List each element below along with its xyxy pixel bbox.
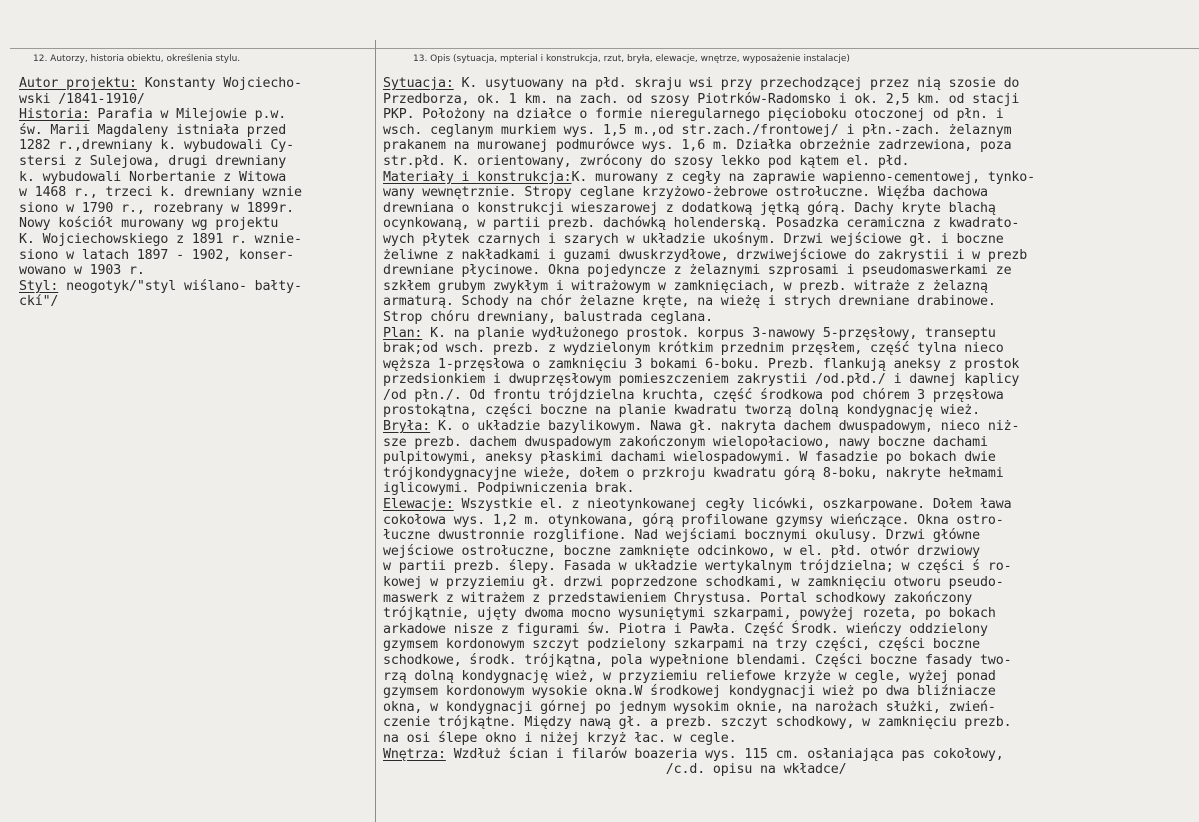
historia-text: św. Marii Magdaleny istniała przed xyxy=(19,122,287,138)
elewacje-text: maswerk z witrażem z przedstawieniem Chrystusa. Portal schodkowy zakończony xyxy=(383,590,973,606)
materialy-text: Strop chóru drewniany, balustrada ceglana. xyxy=(383,309,713,325)
historia-text: Nowy kościół murowany wg projektu xyxy=(19,216,279,232)
bryla-text: pulpitowymi, aneksy płaskimi dachami wielospadowymi. W fasadzie po bokach dwie xyxy=(383,450,996,466)
bryla-text: K. o układzie bazylikowym. Nawa gł. nakryta dachem dwuspadowym, nieco niż- xyxy=(430,419,1020,435)
sytuacja-text: K. usytuowany na płd. skraju wsi przy przechodzącej przez nią szosie do xyxy=(453,76,1020,91)
historia-text: w 1468 r., trzeci k. drewniany wznie xyxy=(19,185,302,201)
bryla-line xyxy=(383,481,1195,497)
styl-line xyxy=(19,294,369,310)
elewacje-line xyxy=(383,684,1195,700)
materialy-line xyxy=(383,279,1195,295)
autor-text: Konstanty Wojciecho- xyxy=(136,76,302,91)
sytuacja-label: Sytuacja: xyxy=(383,76,454,91)
materialy-text: K. murowany z cegły na zaprawie wapienno-cementowej, tynko- xyxy=(571,169,1036,185)
wnetrza-label: Wnętrza: xyxy=(383,746,446,762)
bryla-text: iglicowymi. Podpiwniczenia brak. xyxy=(383,481,635,497)
materialy-text: drewniana o konstrukcji wieszarowej z dodatkową jętką górą. Dachy kryte blachą xyxy=(383,200,996,216)
wnetrza-line xyxy=(383,762,1195,778)
materialy-text: wych płytek czarnych i szarych w układzie ukośnym. Drzwi wejściowe gł. i boczne xyxy=(383,231,1004,247)
plan-line xyxy=(383,341,1195,357)
bryla-label: Bryła: xyxy=(383,419,431,435)
autor-label: Autor projektu: xyxy=(19,76,137,91)
wnetrza-line xyxy=(383,747,1195,763)
elewacje-line xyxy=(383,715,1195,731)
wnetrza-text: Wzdłuż ścian i filarów boazeria wys. 115 cm. osłaniająca pas cokołowy, xyxy=(445,746,1004,762)
bryla-line xyxy=(383,419,1195,435)
plan-line xyxy=(383,357,1195,373)
elewacje-line xyxy=(383,653,1195,669)
wnetrza-text: /c.d. opisu na wkładce/ xyxy=(383,762,847,778)
elewacje-line xyxy=(383,544,1195,560)
materialy-line xyxy=(383,294,1195,310)
sytuacja-line xyxy=(383,154,1195,170)
historia-line xyxy=(19,201,369,217)
sytuacja-text: PKP. Położony na działce o formie nieregularnego pięcioboku otoczonej od płn. i xyxy=(383,107,1004,123)
elewacje-text: czenie trójkątne. Między nawą gł. a prezb. szczyt schodkowy, w zamknięciu prezb. xyxy=(383,715,1012,731)
elewacje-text: gzymsem kordonowym szczyt podzielony szkarpami na trzy części, części boczne xyxy=(383,637,981,653)
elewacje-line xyxy=(383,528,1195,544)
elewacje-line xyxy=(383,575,1195,591)
historia-line xyxy=(19,232,369,248)
historia-text: Parafia w Milejowie p.w. xyxy=(89,107,287,123)
historia-line xyxy=(19,154,369,170)
elewacje-text: łuczne dwustronnie rozglifione. Nad wejściami bocznymi okulusy. Drzwi główne xyxy=(383,528,981,544)
elewacje-text: cokołowa wys. 1,2 m. otynkowana, górą profilowane gzymsy wieńczące. Okna ostro- xyxy=(383,512,1004,528)
materialy-line xyxy=(383,263,1195,279)
elewacje-text: gzymsem kordonowym wysokie okna.W środkowej kondygnacji wież po dwa bliźniacze xyxy=(383,684,996,700)
elewacje-text: rzą dolną kondygnację wież, w przyziemiu reliefowe krzyże w cegle, wyżej ponad xyxy=(383,668,996,684)
sytuacja-text: Przedborza, ok. 1 km. na zach. od szosy Piotrków-Radomsko i ok. 2,5 km. od stacji xyxy=(383,91,1020,107)
elewacje-line xyxy=(383,591,1195,607)
historia-line xyxy=(19,107,369,123)
column-divider xyxy=(375,40,376,822)
elewacje-line xyxy=(383,731,1195,747)
materialy-label: Materiały i konstrukcja: xyxy=(383,169,572,185)
autor-line xyxy=(19,92,369,108)
historia-text: wowano w 1903 r. xyxy=(19,263,145,279)
elewacje-line xyxy=(383,700,1195,716)
historia-line xyxy=(19,170,369,186)
styl-line xyxy=(19,279,369,295)
materialy-line xyxy=(383,310,1195,326)
bryla-line xyxy=(383,466,1195,482)
elewacje-text: arkadowe nisze z figurami św. Piotra i Pawła. Część Środk. wieńczy oddzielony xyxy=(383,621,988,637)
plan-text: prostokątna, części boczne na planie kwadratu tworzą dolną kondygnację wież. xyxy=(383,403,981,419)
bryla-text: sze prezb. dachem dwuspadowym zakończonym wielopołaciowo, nawy boczne dachami xyxy=(383,434,988,450)
right-column-text xyxy=(383,76,1195,778)
materialy-line xyxy=(383,201,1195,217)
materialy-line xyxy=(383,216,1195,232)
plan-text: K. na planie wydłużonego prostok. korpus 3-nawowy 5-przęsłowy, transeptu xyxy=(422,325,996,341)
historia-line xyxy=(19,248,369,264)
elewacje-text: wejściowe ostrołuczne, boczne zamknięte odcinkowo, w el. płd. otwór drzwiowy xyxy=(383,543,981,559)
plan-line xyxy=(383,372,1195,388)
elewacje-line xyxy=(383,606,1195,622)
elewacje-text: trójkątnie, ujęty dwoma mocno wysuniętymi szkarpami, powyżej rozeta, po bokach xyxy=(383,606,996,622)
plan-text: brak;od wsch. prezb. z wydzielonym krótkim przednim przęsłem, część tylna nieco xyxy=(383,341,1004,357)
plan-text: przedsionkiem i dwuprzęsłowym pomieszczeniem zakrystii /od.płd./ i dawnej kaplicy xyxy=(383,372,1020,388)
elewacje-label: Elewacje: xyxy=(383,497,454,513)
materialy-text: żeliwne z nakładkami i guzami dwuskrzydłowe, drzwiwejściowe do zakrystii i w prezb xyxy=(383,247,1028,263)
plan-text: węższa 1-przęsłowa o zamknięciu 3 bokami 6-boku. Prezb. flankują aneksy z prostok xyxy=(383,356,1020,372)
elewacje-text: Wszystkie el. z nieotynkowanej cegły licówki, oszkarpowane. Dołem ława xyxy=(453,497,1012,513)
elewacje-line xyxy=(383,513,1195,529)
historia-line xyxy=(19,263,369,279)
materialy-text: armaturą. Schody na chór żelazne kręte, na wieżę i strych drewniane drabinowe. xyxy=(383,294,996,310)
autor-line xyxy=(19,76,369,92)
materialy-text: drewniane płycinowe. Okna pojedyncze z żelaznymi szprosami i pseudomaswerkami ze xyxy=(383,263,1012,279)
right-column-header: 13. Opis (sytuacja, mpterial i konstrukcja, rzut, bryła, elewacje, wnętrze, wyposażenie instalacje) xyxy=(413,54,850,64)
elewacje-line xyxy=(383,497,1195,513)
elewacje-text: na osi ślepe okno i niżej krzyż łac. w cegle. xyxy=(383,730,737,746)
materialy-text: ocynkowaną, w partii prezb. dachówką holenderską. Posadzka ceramiczna z kwadrato- xyxy=(383,216,1020,232)
sytuacja-text: str.płd. K. orientowany, zwrócony do szosy lekko pod kątem el. płd. xyxy=(383,153,910,169)
bryla-line xyxy=(383,435,1195,451)
bryla-text: trójkondygnacyjne wieże, dołem o przkroju kwadratu górą 8-boku, nakryte hełmami xyxy=(383,465,1004,481)
elewacje-text: schodkowe, środk. trójkątna, pola wypełnione blendami. Części boczne fasady two- xyxy=(383,652,1012,668)
sytuacja-text: prakanem na murowanej podmurówce wys. 1,6 m. Działka obrzeżnie zadrzewiona, poza xyxy=(383,138,1012,154)
elewacje-line xyxy=(383,669,1195,685)
materialy-text: wany wewnętrznie. Stropy ceglane krzyżowo-żebrowe ostrołuczne. Więźba dachowa xyxy=(383,185,988,201)
historia-line xyxy=(19,185,369,201)
sytuacja-line xyxy=(383,138,1195,154)
historia-text: K. Wojciechowskiego z 1891 r. wznie- xyxy=(19,231,302,247)
materialy-line xyxy=(383,185,1195,201)
sytuacja-text: wsch. ceglanym murkiem wys. 1,5 m.,od str.zach./frontowej/ i płn.-zach. żelaznym xyxy=(383,122,1012,138)
historia-text: 1282 r.,drewniany k. wybudowali Cy- xyxy=(19,138,294,154)
historia-line xyxy=(19,138,369,154)
plan-line xyxy=(383,326,1195,342)
left-column-header: 12. Autorzy, historia obiektu, określenia stylu. xyxy=(33,54,241,64)
elewacje-line xyxy=(383,637,1195,653)
sytuacja-line xyxy=(383,107,1195,123)
sytuacja-line xyxy=(383,123,1195,139)
header-rule xyxy=(10,48,1199,49)
historia-line xyxy=(19,216,369,232)
plan-line xyxy=(383,403,1195,419)
sytuacja-line xyxy=(383,76,1195,92)
materialy-line xyxy=(383,232,1195,248)
elewacje-text: kowej w przyziemiu gł. drzwi poprzedzone schodkami, w zamknięciu otworu pseudo- xyxy=(383,575,1004,590)
styl-text: ckí"/ xyxy=(19,294,59,310)
elewacje-text: w partii prezb. ślepy. Fasada w układzie wertykalnym trójdzielna; w części ś ro- xyxy=(383,559,1012,575)
sytuacja-line xyxy=(383,92,1195,108)
historia-text: siono w latach 1897 - 1902, konser- xyxy=(19,247,294,263)
historia-text: siono w 1790 r., rozebrany w 1899r. xyxy=(19,200,294,216)
materialy-line xyxy=(383,248,1195,264)
plan-text: /od płn./. Od frontu trójdzielna kruchta, część środkowa pod chórem 3 przęsłowa xyxy=(383,387,1004,403)
styl-label: Styl: xyxy=(19,278,59,294)
historia-text: k. wybudowali Norbertanie z Witowa xyxy=(19,169,287,185)
elewacje-text: okna, w kondygnacji górnej po jednym wysokim oknie, na narożach służki, zwień- xyxy=(383,699,996,715)
bryla-line xyxy=(383,450,1195,466)
materialy-text: szkłem grubym zwykłym i witrażowym w zamknięciach, w prezb. witraże z żelazną xyxy=(383,278,988,294)
plan-line xyxy=(383,388,1195,404)
historia-label: Historia: xyxy=(19,107,90,123)
autor-text: wski /1841-1910/ xyxy=(19,91,145,107)
left-column-text xyxy=(19,76,369,310)
plan-label: Plan: xyxy=(383,325,423,341)
materialy-line xyxy=(383,170,1195,186)
elewacje-line xyxy=(383,622,1195,638)
styl-text: neogotyk/"styl wiślano- bałty- xyxy=(58,278,302,294)
historia-text: stersi z Sulejowa, drugi drewniany xyxy=(19,153,287,169)
historia-line xyxy=(19,123,369,139)
elewacje-line xyxy=(383,559,1195,575)
